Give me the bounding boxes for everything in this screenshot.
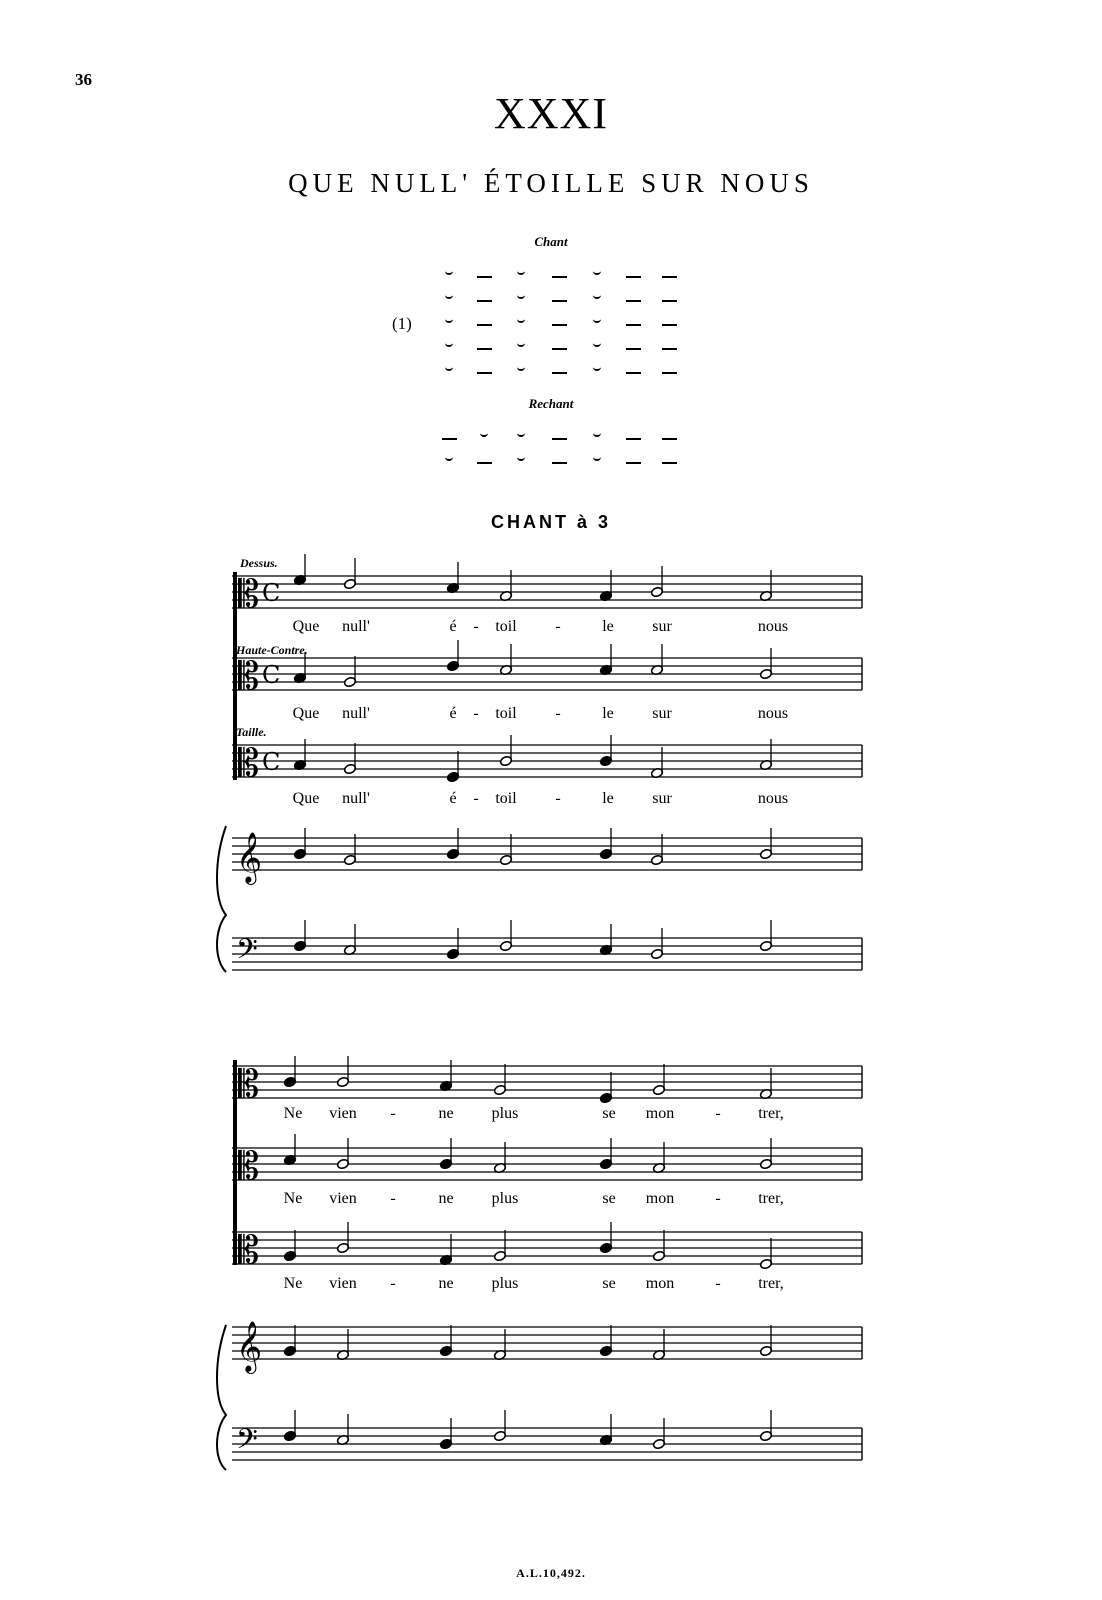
lyric-syllable: se [602,1105,616,1122]
lyric-syllable: ne [438,1190,454,1207]
lyric-syllable: - [390,1105,396,1122]
common-time-signature: C [262,579,281,607]
voice-name-taille: Taille. [236,725,267,739]
lyric-syllable: sur [652,790,672,807]
piece-title: QUE NULL' ÉTOILLE SUR NOUS [288,168,814,198]
lyric-syllable: sur [652,705,672,722]
lyric-syllable: Ne [283,1105,303,1122]
lyric-syllable: mon [645,1275,675,1292]
lyric-syllable: mon [645,1190,675,1207]
lyric-syllable: null' [342,705,370,722]
scoring-heading: CHANT à 3 [490,512,611,532]
c-clef: 𝄡 [238,741,260,785]
lyric-syllable: Ne [283,1190,303,1207]
lyric-syllable: Ne [283,1275,303,1292]
lyric-syllable: mon [645,1105,675,1122]
lyric-syllable: se [602,1190,616,1207]
lyric-syllable: - [555,618,561,635]
chant-label: Chant [534,234,568,249]
lyric-syllable: - [715,1190,721,1207]
page-number: 36 [75,70,92,89]
piano-brace [217,826,226,972]
lyric-syllable: toil [495,790,517,807]
lyric-syllable: Que [292,705,320,722]
lyric-syllable: vien [329,1275,357,1292]
lyric-syllable: nous [757,790,789,807]
bass-clef: 𝄢 [236,1423,258,1463]
lyric-syllable: - [715,1105,721,1122]
voice-name-dessus: Dessus. [240,556,278,570]
voice-name-haute-contre: Haute-Contre. [236,643,308,657]
lyric-syllable: nous [757,705,789,722]
lyric-syllable: ne [438,1275,454,1292]
treble-clef: 𝄞 [236,832,263,883]
lyric-syllable: - [473,790,479,807]
c-clef: 𝄡 [238,654,260,698]
lyric-syllable: é [449,705,457,722]
c-clef: 𝄡 [238,1062,260,1106]
lyric-syllable: sur [652,618,672,635]
plate-number: A.L.10,492. [516,1566,586,1580]
lyric-syllable: toil [495,618,517,635]
lyric-syllable: trer, [758,1190,784,1207]
lyric-syllable: null' [342,618,370,635]
piano-brace-2 [217,1325,226,1470]
c-clef: 𝄡 [238,572,260,616]
lyric-syllable: nous [757,618,789,635]
lyric-syllable: Que [292,618,320,635]
lyric-syllable: plus [491,1105,519,1122]
lyric-syllable: - [390,1275,396,1292]
lyric-syllable: se [602,1275,616,1292]
clefs [236,572,280,1463]
lyric-syllable: - [473,705,479,722]
lyric-syllable: ne [438,1105,454,1122]
lyric-syllable: vien [329,1105,357,1122]
lyric-syllable: - [390,1190,396,1207]
piece-number: XXXI [494,89,608,138]
lyric-syllable: é [449,790,457,807]
lyric-syllable: toil [495,705,517,722]
lyric-syllable: plus [491,1190,519,1207]
lyric-syllable: vien [329,1190,357,1207]
lyric-syllable: null' [342,790,370,807]
lyric-syllable: - [555,705,561,722]
lyric-syllable: - [473,618,479,635]
common-time-signature: C [262,661,281,689]
lyric-syllable: Que [292,790,320,807]
lyric-syllable: trer, [758,1105,784,1122]
notes [283,554,772,1450]
common-time-signature: C [262,748,281,776]
lyric-syllable: plus [491,1275,519,1292]
lyric-syllable: le [602,618,614,635]
c-clef: 𝄡 [238,1228,260,1272]
bass-clef: 𝄢 [236,933,258,973]
rechant-label: Rechant [528,396,574,411]
c-clef: 𝄡 [238,1144,260,1188]
treble-clef: 𝄞 [236,1321,263,1372]
lyric-syllable: - [715,1275,721,1292]
lyric-syllable: le [602,705,614,722]
lyric-syllable: le [602,790,614,807]
lyric-syllable: - [555,790,561,807]
lyric-syllable: trer, [758,1275,784,1292]
lyric-syllable: é [449,618,457,635]
footnote-mark: (1) [392,314,412,333]
